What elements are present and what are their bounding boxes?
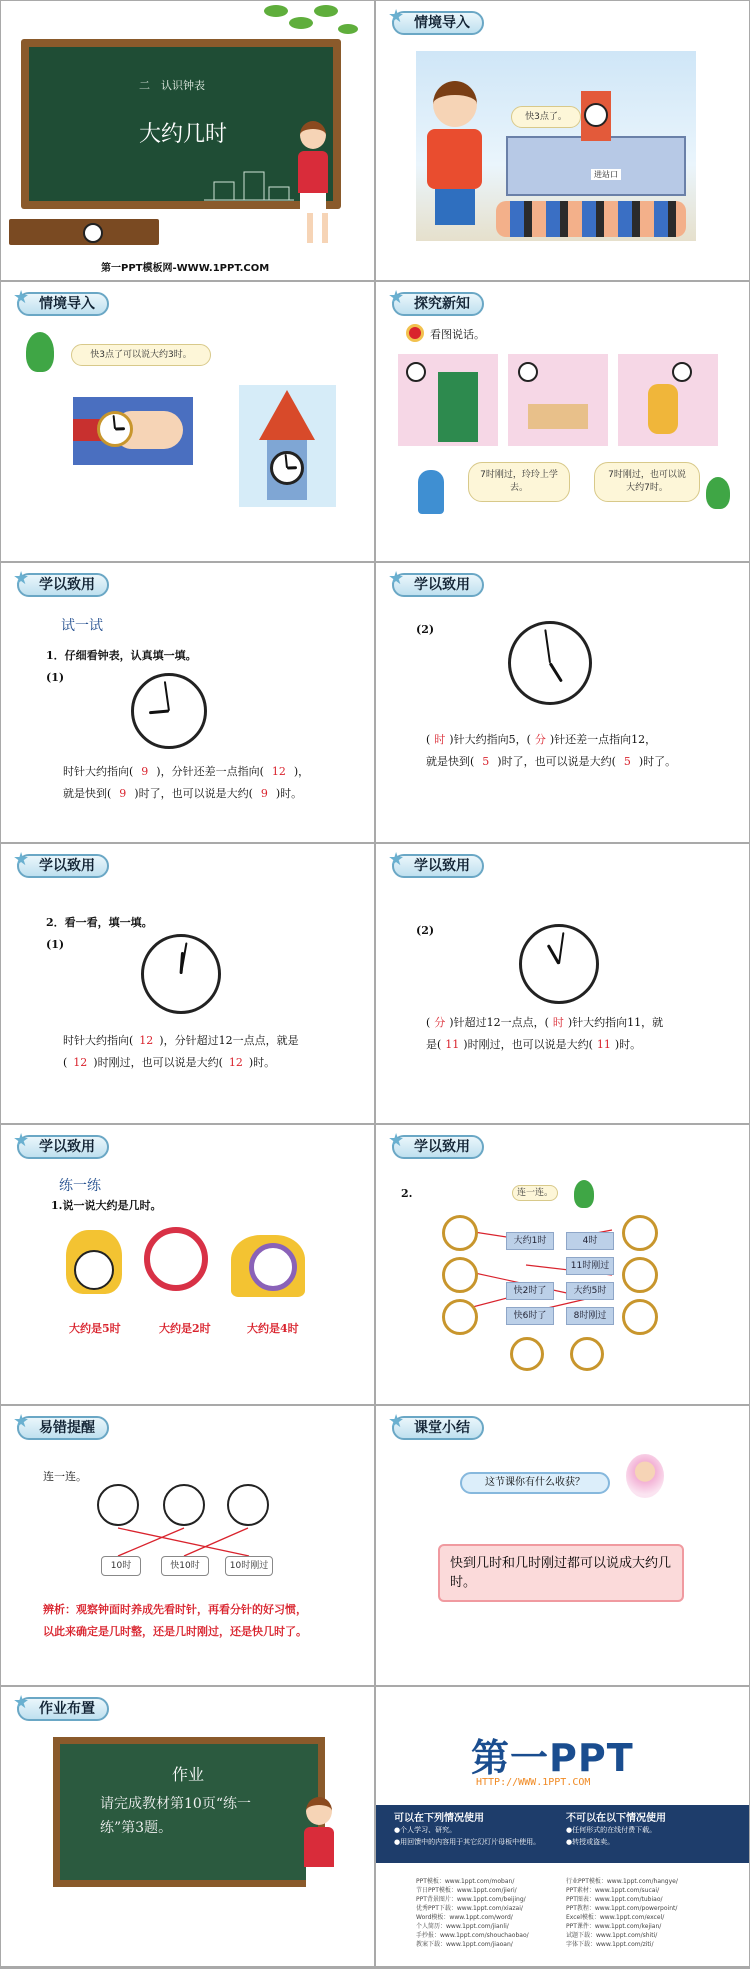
leaves-decoration (256, 1, 366, 51)
tower-clock-icon (270, 451, 304, 485)
slide-common-mistakes[interactable] (1, 1406, 374, 1685)
speech-bubble (511, 106, 581, 128)
can-use-heading: 可以在下列情况使用 (394, 1813, 484, 1824)
tower-clock-icon (584, 103, 608, 127)
slide-exercise-1[interactable] (1, 1125, 374, 1404)
section-tag: ★ 情境导入 (392, 11, 484, 35)
caption-1: 大约是5时 (69, 1322, 121, 1335)
section-tag: ★ 学以致用 (392, 854, 484, 878)
link[interactable]: Excel模板：www.1ppt.com/excel/ (566, 1914, 665, 1921)
slide-homework[interactable] (1, 1687, 374, 1966)
part-label: (2) (416, 623, 435, 636)
slide-scenario-1[interactable] (376, 1, 749, 280)
wall-clock-icon (518, 362, 538, 382)
link[interactable]: PPT背景图片：www.1ppt.com/beijing/ (416, 1896, 526, 1903)
clock-right-3 (622, 1299, 658, 1335)
slide-exercise-2[interactable] (376, 1125, 749, 1404)
scene-illustration (416, 51, 696, 241)
slide-practice-3[interactable] (1, 844, 374, 1123)
speech-text: 快3点了。 (525, 112, 567, 122)
wall-clock-icon (406, 362, 426, 382)
link[interactable]: 试题下载：www.1ppt.com/shiti/ (566, 1932, 658, 1939)
homework-title: 作业 (172, 1765, 205, 1784)
girl-with-backpack (421, 81, 486, 231)
clock-icon (519, 924, 599, 1004)
section-tag: ★ 学以致用 (392, 1135, 484, 1159)
snail-clock-icon (231, 1235, 305, 1297)
medal-icon (406, 324, 424, 342)
gate-sign: 进站口 (591, 169, 621, 180)
chalkboard (53, 1737, 325, 1887)
station-building (506, 136, 686, 196)
speech-bubble (71, 344, 211, 366)
desk-clock-icon (83, 223, 103, 243)
question-text: 这节课你有什么收获？ (485, 1477, 585, 1488)
section-tag: ★ 学以致用 (17, 854, 109, 878)
section-tag: ★ 情境导入 (17, 292, 109, 316)
links-left (416, 1877, 529, 1949)
clock-bottom-2 (570, 1337, 604, 1371)
caption-2: 大约是2时 (159, 1322, 211, 1335)
clock-tower-illustration (239, 385, 336, 507)
link[interactable]: 节日PPT模板：www.1ppt.com/jieri/ (416, 1887, 517, 1894)
question-text: 连一连。 (43, 1470, 87, 1483)
answer-line-1: 时针大约指向( 9 )，分针还差一点指向( 12 )， (63, 765, 310, 778)
link[interactable]: Word模板：www.1ppt.com/word/ (416, 1914, 513, 1921)
frog-mascot-icon (706, 477, 730, 509)
connection-lines (1, 1406, 374, 1685)
slide-summary[interactable] (376, 1406, 749, 1685)
footer-website: 第一PPT模板网-WWW.1PPT.COM (101, 263, 270, 274)
clock-right-2 (622, 1257, 658, 1293)
question-text: 1.说一说大约是几时。 (51, 1199, 162, 1212)
label-box: 快6时了 (506, 1307, 554, 1325)
answer-line-2: ( 12 )时刚过，也可以说是大约( 12 )时。 (63, 1056, 276, 1069)
link[interactable]: PPT课件：www.1ppt.com/kejian/ (566, 1923, 662, 1930)
label-box: 4时 (566, 1232, 614, 1250)
brand-logo: 第一PPT (471, 1736, 634, 1780)
slide-scenario-2[interactable] (1, 282, 374, 561)
answer-line-1: ( 时 )针大约指向5，( 分 )针还差一点指向12， (426, 733, 657, 746)
links-right (566, 1877, 678, 1949)
part-label: (2) (416, 924, 435, 937)
bubble-left-text: 7时刚过，玲玲上学去。 (480, 470, 558, 493)
slide-practice-1[interactable] (1, 563, 374, 842)
wrist-watch-illustration (73, 397, 193, 465)
label-box: 快2时了 (506, 1282, 554, 1300)
caption-3: 大约是4时 (247, 1322, 299, 1335)
part-label: (1) (46, 671, 65, 684)
clock-left-2 (442, 1257, 478, 1293)
slide-title[interactable] (1, 1, 374, 280)
scene-desk (508, 354, 608, 446)
answer-line-2: 就是快到( 9 )时了，也可以说是大约( 9 )时。 (63, 787, 303, 800)
scene-door (398, 354, 498, 446)
question-text: 2．看一看，填一填。 (46, 916, 153, 929)
option-star: 10时刚过 (225, 1556, 273, 1576)
section-tag: ★ 易错提醒 (17, 1416, 109, 1440)
answer-line-2: 是( 11 )时刚过，也可以说是大约( 11 )时。 (426, 1038, 642, 1051)
clock-left-3 (442, 1299, 478, 1335)
crowd (496, 201, 686, 237)
instruction-text: 看图说话。 (430, 328, 485, 341)
clock-icon (508, 621, 592, 705)
question-banner (460, 1472, 610, 1494)
slide-explore[interactable] (376, 282, 749, 561)
chapter-label: 二 认识钟表 (139, 79, 205, 92)
section-tag: ★ 学以致用 (17, 573, 109, 597)
clock-left-1 (442, 1215, 478, 1251)
alarm-clock-icon (136, 1227, 216, 1297)
answer-line-1: ( 分 )针超过12一点点，( 时 )针大约指向11，就 (426, 1016, 664, 1029)
clock-icon (141, 934, 221, 1014)
cannot-use-heading: 不可以在以下情况使用 (566, 1813, 666, 1824)
subheading: 练一练 (59, 1178, 101, 1194)
section-tag: ★ 作业布置 (17, 1697, 109, 1721)
frog-mascot-icon (26, 332, 54, 372)
label-box: 大约5时 (566, 1282, 614, 1300)
speech-text: 快3点了可以说大约3时。 (90, 350, 192, 360)
summary-box (438, 1544, 684, 1602)
label-box: 11时刚过 (566, 1257, 614, 1275)
link[interactable]: 字体下载：www.1ppt.com/ziti/ (566, 1941, 654, 1948)
question-text: 1．仔细看钟表，认真填一填。 (46, 649, 197, 662)
subheading: 试一试 (61, 618, 103, 634)
label-box: 8时刚过 (566, 1307, 614, 1325)
link[interactable]: 优秀PPT下载：www.1ppt.com/xiazai/ (416, 1905, 523, 1912)
boy-icon (418, 470, 444, 514)
slide-practice-2[interactable] (376, 563, 749, 842)
chalk-doodle (204, 162, 294, 202)
slide-main-title: 大约几时 (139, 122, 228, 147)
teacher-figure (293, 121, 333, 251)
scene-reading (618, 354, 718, 446)
link[interactable]: PPT图表：www.1ppt.com/tubiao/ (566, 1896, 663, 1903)
option-star: 快10时 (161, 1556, 209, 1576)
option-star: 10时 (101, 1556, 141, 1576)
wall-clock-icon (672, 362, 692, 382)
fairy-icon (626, 1454, 664, 1498)
slide-credits[interactable] (376, 1687, 749, 1966)
section-tag: ★ 探究新知 (392, 292, 484, 316)
watch-face-icon (97, 411, 133, 447)
analysis-line-1: 辨析：观察钟面时养成先看时针，再看分针的好习惯， (43, 1603, 307, 1616)
link[interactable]: PPT素材：www.1ppt.com/sucai/ (566, 1887, 660, 1894)
label-box: 大约1时 (506, 1232, 554, 1250)
homework-text: 请完成教材第10页“练一练”第3题。 (100, 1796, 251, 1836)
slide-practice-4[interactable] (376, 844, 749, 1123)
link[interactable]: PPT模板：www.1ppt.com/moban/ (416, 1878, 515, 1885)
part-label: (1) (46, 938, 65, 951)
connection-lines (376, 1125, 749, 1404)
clock-icon (131, 673, 207, 749)
clock-right-1 (622, 1215, 658, 1251)
site-url: HTTP://WWW.1PPT.COM (476, 1777, 591, 1788)
link[interactable]: 个人简历：www.1ppt.com/jianli/ (416, 1923, 509, 1930)
clock-bottom-1 (510, 1337, 544, 1371)
link[interactable]: 行业PPT模板：www.1ppt.com/hangye/ (566, 1878, 678, 1885)
link[interactable]: 教案下载：www.1ppt.com/jiaoan/ (416, 1941, 513, 1948)
section-tag: ★ 课堂小结 (392, 1416, 484, 1440)
bubble-right (594, 462, 700, 502)
analysis-line-2: 以此来确定是几时整，还是几时刚过，还是快几时了。 (43, 1625, 307, 1638)
bubble-left (468, 462, 570, 502)
duck-clock-icon (66, 1230, 122, 1294)
link[interactable]: 手抄报：www.1ppt.com/shouchaobao/ (416, 1932, 529, 1939)
section-tag: ★ 学以致用 (17, 1135, 109, 1159)
teacher-figure (299, 1797, 339, 1957)
answer-line-1: 时针大约指向( 12 )，分针超过12一点点，就是 (63, 1034, 299, 1047)
link[interactable]: PPT教程：www.1ppt.com/powerpoint/ (566, 1905, 678, 1912)
answer-line-2: 就是快到( 5 )时了，也可以说是大约( 5 )时了。 (426, 755, 677, 768)
part-label: 2. (401, 1187, 413, 1200)
connect-bubble: 连一连。 (512, 1185, 558, 1201)
usage-banner: 可以在下列情况使用 ●个人学习、研究。 ●用回馈中的内容用于其它幻灯片母板中使用。 不可以在以下情况使用 ●任何形式的在线付费下载。 ●转授或盗卖。 (376, 1805, 749, 1863)
summary-text: 快到几时和几时刚过都可以说成大约几时。 (450, 1556, 672, 1590)
section-tag: ★ 学以致用 (392, 573, 484, 597)
bubble-right-text: 7时刚过，也可以说大约7时。 (608, 470, 686, 493)
